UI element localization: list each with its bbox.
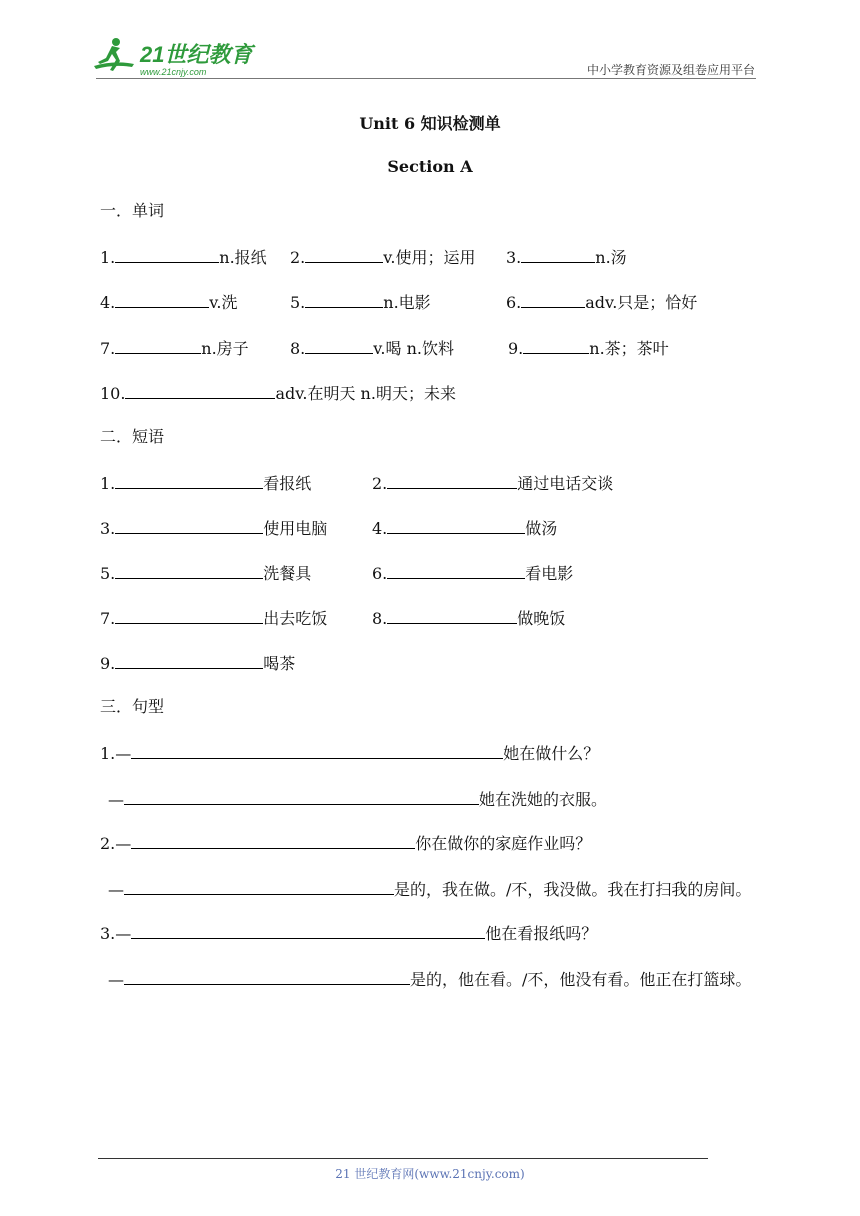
section-subtitle: Section A: [387, 157, 473, 176]
answer-blank[interactable]: [115, 562, 263, 579]
answer-blank[interactable]: [521, 246, 595, 263]
answer-blank[interactable]: [115, 337, 201, 354]
words-heading: 一．单词: [100, 201, 165, 220]
answer-blank[interactable]: [125, 382, 275, 399]
answer-blank[interactable]: [124, 788, 479, 805]
phrase-item: 3. 使用电脑: [100, 519, 328, 538]
21cnjy-logo: [94, 36, 264, 78]
answer-blank[interactable]: [131, 832, 415, 849]
phrases-heading: 二．短语: [100, 427, 165, 446]
sentence-item: — 是的，他在看。/不，他没有看。他正在打篮球。: [108, 970, 752, 989]
answer-blank[interactable]: [521, 291, 585, 308]
logo-runner-head: [112, 38, 120, 46]
word-item: 1. n.报纸: [100, 248, 267, 267]
sentence-item: 3.— 他在看报纸吗？: [100, 924, 598, 943]
answer-blank[interactable]: [124, 968, 410, 985]
answer-blank[interactable]: [115, 291, 209, 308]
phrase-item: 5. 洗餐具: [100, 564, 312, 583]
sentences-heading: 三．句型: [100, 697, 165, 716]
sentence-item: 1.— 她在做什么？: [100, 744, 600, 763]
answer-blank[interactable]: [305, 246, 383, 263]
word-item: 2. v.使用；运用: [290, 248, 476, 267]
answer-blank[interactable]: [115, 517, 263, 534]
answer-blank[interactable]: [115, 607, 263, 624]
header-divider: [96, 78, 756, 79]
footer-link[interactable]: 21 世纪教育网(www.21cnjy.com): [335, 1167, 525, 1181]
footer-divider: [98, 1158, 708, 1159]
answer-blank[interactable]: [387, 562, 525, 579]
word-item: 9. n.茶；茶叶: [508, 339, 669, 358]
sentence-item: — 她在洗她的衣服。: [108, 790, 608, 809]
phrase-item: 8. 做晚饭: [372, 609, 566, 628]
answer-blank[interactable]: [115, 472, 263, 489]
answer-blank[interactable]: [115, 652, 263, 669]
phrase-item: 6. 看电影: [372, 564, 574, 583]
answer-blank[interactable]: [387, 517, 525, 534]
sentence-item: 2.— 你在做你的家庭作业吗？: [100, 834, 592, 853]
word-item: 10. adv.在明天 n.明天；未来: [100, 384, 456, 403]
phrase-item: 7. 出去吃饭: [100, 609, 328, 628]
word-item: 5. n.电影: [290, 293, 431, 312]
platform-label: 中小学教育资源及组卷应用平台: [586, 63, 755, 77]
phrase-item: 9. 喝茶: [100, 654, 296, 673]
answer-blank[interactable]: [115, 246, 219, 263]
answer-blank[interactable]: [387, 472, 517, 489]
word-item: 8. v.喝 n.饮料: [290, 339, 454, 358]
answer-blank[interactable]: [131, 742, 503, 759]
answer-blank[interactable]: [124, 878, 394, 895]
answer-blank[interactable]: [523, 337, 589, 354]
logo-url: www.21cnjy.com: [140, 67, 207, 77]
page-header: [0, 0, 860, 80]
phrase-item: 2. 通过电话交谈: [372, 474, 614, 493]
answer-blank[interactable]: [305, 291, 383, 308]
phrase-item: 4. 做汤: [372, 519, 558, 538]
sentence-item: — 是的，我在做。/不，我没做。我在打扫我的房间。: [108, 880, 752, 899]
word-item: 6. adv.只是；恰好: [506, 293, 698, 312]
word-item: 4. v.洗: [100, 293, 238, 312]
answer-blank[interactable]: [387, 607, 517, 624]
phrase-item: 1. 看报纸: [100, 474, 312, 493]
word-item: 7. n.房子: [100, 339, 249, 358]
answer-blank[interactable]: [131, 922, 485, 939]
page-title: Unit 6 知识检测单: [359, 114, 501, 133]
word-item: 3. n.汤: [506, 248, 627, 267]
logo-text: 21世纪教育: [140, 42, 253, 67]
answer-blank[interactable]: [305, 337, 373, 354]
